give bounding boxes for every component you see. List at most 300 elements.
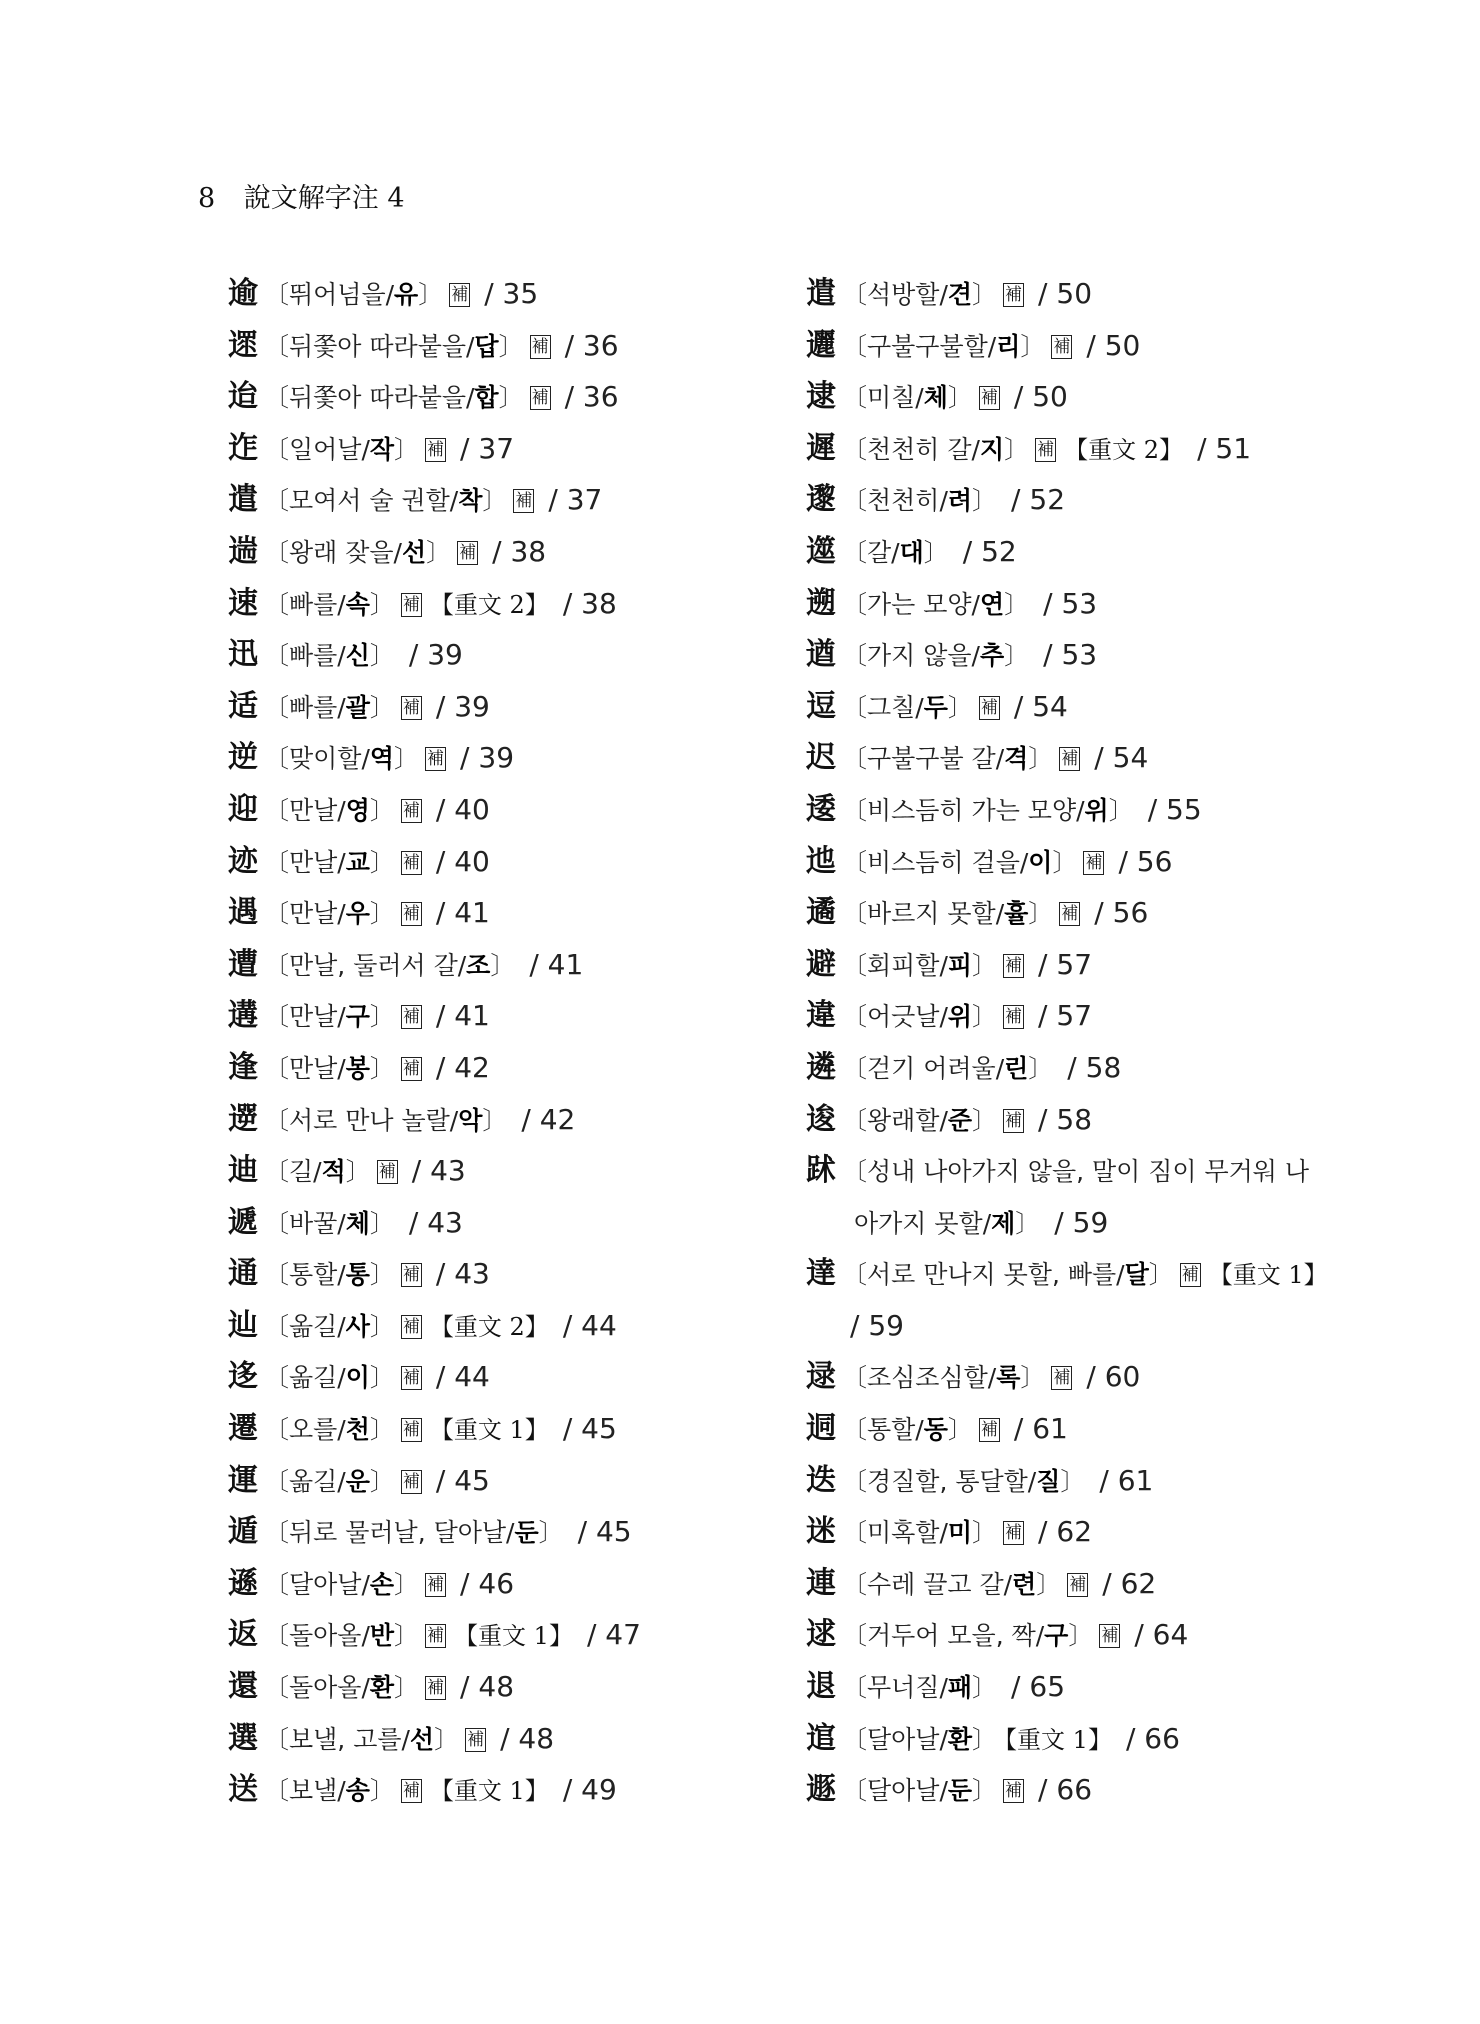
supplement-mark: 補 <box>427 1626 445 1647</box>
index-entry <box>228 629 788 681</box>
headword-character: 遷 <box>228 1411 258 1447</box>
variant-count: 【重文 2】 <box>1064 435 1184 464</box>
entry-meaning: 〔천천히/려〕 <box>842 486 998 516</box>
entry-meaning: 〔맞이할/역〕 <box>264 744 420 774</box>
supplement-mark: 補 <box>467 1729 485 1750</box>
index-entry <box>806 1300 1366 1352</box>
index-entry <box>228 578 788 630</box>
entry-meaning: 〔가지 않을/추〕 <box>842 641 1030 671</box>
entry-reading: 통 <box>345 1260 370 1290</box>
supplement-mark: 補 <box>1085 852 1103 873</box>
variant-count: 【重文 1】 <box>454 1622 573 1651</box>
entry-reading: 리 <box>996 331 1021 361</box>
entry-meaning: 〔모여서 술 권할/착〕 <box>264 486 508 516</box>
headword-character: 遄 <box>228 533 258 569</box>
page-reference: / 65 <box>1011 1670 1066 1704</box>
entry-reading: 손 <box>369 1569 395 1599</box>
headword-character: 遒 <box>806 637 836 673</box>
index-entry <box>228 268 788 320</box>
headword-character: 迭 <box>806 1462 836 1498</box>
entry-reading: 격 <box>1004 744 1029 774</box>
supplement-mark: 補 <box>980 697 998 718</box>
entry-meaning: 〔통할/통〕 <box>264 1260 395 1290</box>
entry-meaning: 〔통할/동〕 <box>842 1415 973 1445</box>
entry-meaning: 〔거두어 모을, 짝/구〕 <box>842 1621 1094 1651</box>
headword-character: 邐 <box>806 327 836 363</box>
headword-character: 逮 <box>806 379 836 415</box>
variant-count: 【重文 2】 <box>429 590 549 619</box>
page-reference: / 52 <box>962 534 1017 568</box>
page-reference: / 58 <box>1067 1050 1122 1084</box>
entry-reading: 두 <box>923 692 948 722</box>
page-reference: / 37 <box>548 483 603 517</box>
headword-character: 遜 <box>228 1565 258 1601</box>
entry-reading: 준 <box>947 1105 973 1135</box>
entry-meaning: 아가지 못할/제〕 <box>854 1208 1041 1238</box>
index-entry <box>806 1764 1366 1816</box>
entry-reading: 둔 <box>947 1776 973 1806</box>
entry-meaning: 〔옮길/운〕 <box>264 1466 395 1496</box>
page-reference: / 58 <box>1038 1102 1093 1136</box>
entry-reading: 추 <box>979 641 1005 671</box>
variant-count: 【重文 1】 <box>1005 1725 1112 1754</box>
entry-meaning: 〔비스듬히 가는 모양/위〕 <box>842 795 1134 825</box>
headword-character: 遁 <box>228 1514 258 1550</box>
variant-count: 【重文 1】 <box>429 1416 549 1445</box>
index-entry <box>228 732 788 784</box>
headword-character: 适 <box>228 688 258 724</box>
index-entry <box>806 1713 1366 1765</box>
headword-character: 遣 <box>228 482 258 518</box>
entry-reading: 위 <box>947 1002 973 1032</box>
index-entry <box>228 887 788 939</box>
entry-reading: 속 <box>345 589 370 619</box>
index-entry <box>806 629 1366 681</box>
page-reference: / 64 <box>1134 1618 1189 1652</box>
supplement-mark: 補 <box>531 336 549 357</box>
page-reference: / 53 <box>1043 638 1098 672</box>
page-reference: / 35 <box>484 277 539 310</box>
headword-character: 遹 <box>806 895 836 931</box>
headword-character: 送 <box>228 1772 258 1808</box>
variant-count: 【重文 2】 <box>429 1312 549 1341</box>
page-reference: / 48 <box>460 1670 515 1704</box>
page-reference: / 51 <box>1197 431 1252 465</box>
index-column-right <box>806 268 1366 1816</box>
entry-reading: 제 <box>991 1208 1016 1238</box>
headword-character: 連 <box>806 1565 836 1601</box>
index-entry <box>228 1713 788 1765</box>
entry-reading: 송 <box>345 1776 370 1806</box>
index-entry <box>806 681 1366 733</box>
headword-character: 逑 <box>806 1617 836 1653</box>
page-reference: / 57 <box>1038 947 1093 981</box>
page-reference: / 39 <box>435 689 490 723</box>
page-reference: / 38 <box>562 586 617 620</box>
supplement-mark: 補 <box>402 594 420 615</box>
entry-meaning: 〔왕래 잦을/선〕 <box>264 537 452 567</box>
page-reference: / 61 <box>1099 1463 1154 1497</box>
entry-meaning: 〔갈/대〕 <box>842 537 949 567</box>
page-reference: / 66 <box>1125 1721 1180 1755</box>
supplement-mark: 補 <box>402 1420 420 1441</box>
page-reference: / 44 <box>562 1308 617 1342</box>
index-entry <box>228 1197 788 1249</box>
index-entry <box>228 1609 788 1661</box>
supplement-mark: 補 <box>1005 955 1023 976</box>
entry-meaning: 〔가는 모양/연〕 <box>842 589 1030 619</box>
index-entry <box>806 990 1366 1042</box>
index-entry <box>228 681 788 733</box>
supplement-mark: 補 <box>1069 1574 1087 1595</box>
headword-character: 迪 <box>228 1153 258 1189</box>
headword-character: 避 <box>806 946 836 982</box>
headword-character: 迷 <box>806 1514 836 1550</box>
page-reference: / 54 <box>1013 689 1068 723</box>
index-entry <box>228 1558 788 1610</box>
entry-meaning: 〔무너질/패〕 <box>842 1673 998 1703</box>
entry-meaning: 〔경질할, 통달할/질〕 <box>842 1466 1086 1496</box>
entry-meaning: 〔미혹할/미〕 <box>842 1518 998 1548</box>
headword-character: 遭 <box>228 946 258 982</box>
entry-meaning: 〔왕래할/준〕 <box>842 1105 998 1135</box>
index-entry <box>806 423 1366 475</box>
index-entry <box>806 1042 1366 1094</box>
entry-meaning: 〔그칠/두〕 <box>842 692 973 722</box>
supplement-mark: 補 <box>1061 749 1079 770</box>
index-entry <box>806 1558 1366 1610</box>
entry-meaning: 〔미칠/체〕 <box>842 383 973 413</box>
supplement-mark: 補 <box>980 1420 998 1441</box>
page-reference: / 61 <box>1013 1412 1068 1446</box>
headword-character: 退 <box>806 1669 836 1705</box>
entry-reading: 작 <box>369 434 395 464</box>
entry-meaning: 〔구불구불 갈/격〕 <box>842 744 1054 774</box>
page-reference: / 41 <box>435 896 490 930</box>
index-entry <box>806 526 1366 578</box>
page-reference: / 56 <box>1094 896 1149 930</box>
headword-character: 遲 <box>806 430 836 466</box>
page-reference: / 39 <box>408 638 463 672</box>
headword-character: 遻 <box>228 1101 258 1137</box>
entry-meaning: 〔회피할/피〕 <box>842 950 998 980</box>
page-reference: / 41 <box>529 947 584 981</box>
entry-reading: 착 <box>458 486 483 516</box>
index-entry <box>806 1403 1366 1455</box>
headword-character: 遴 <box>806 1049 836 1085</box>
supplement-mark: 補 <box>402 1368 420 1389</box>
page-reference: / 39 <box>460 741 515 775</box>
entry-meaning: 〔옮길/사〕 <box>264 1311 395 1341</box>
entry-meaning: 〔달아날/환〕 <box>842 1724 998 1754</box>
supplement-mark: 補 <box>402 800 420 821</box>
supplement-mark: 補 <box>1005 1007 1023 1028</box>
headword-character: 逡 <box>806 1101 836 1137</box>
entry-reading: 선 <box>409 1724 435 1754</box>
headword-character: 迟 <box>806 740 836 776</box>
entry-meaning: 〔만날/봉〕 <box>264 1053 395 1083</box>
index-entry <box>228 1300 788 1352</box>
supplement-mark: 補 <box>1005 1523 1023 1544</box>
index-entry <box>228 1661 788 1713</box>
headword-character: 遞 <box>228 1204 258 1240</box>
headword-character: 辿 <box>228 1307 258 1343</box>
page-reference: / 36 <box>564 380 619 414</box>
entry-meaning: 〔뒤쫓아 따라붙을/합〕 <box>264 383 524 413</box>
page-reference: / 59 <box>850 1308 904 1342</box>
running-header <box>198 176 405 215</box>
headword-character: 䟣 <box>806 1153 836 1189</box>
page-reference: / 40 <box>435 844 490 878</box>
entry-reading: 답 <box>474 331 499 361</box>
entry-meaning: 〔만날/구〕 <box>264 1002 395 1032</box>
entry-reading: 천 <box>345 1415 370 1445</box>
entry-reading: 영 <box>345 795 370 825</box>
index-entry <box>228 784 788 836</box>
entry-reading: 선 <box>401 537 427 567</box>
headword-character: 通 <box>228 1256 258 1292</box>
entry-reading: 합 <box>474 383 499 413</box>
entry-reading: 환 <box>369 1673 395 1703</box>
supplement-mark: 補 <box>427 749 445 770</box>
entry-meaning: 〔빠를/신〕 <box>264 641 395 671</box>
entry-meaning: 〔돌아올/반〕 <box>264 1621 420 1651</box>
headword-character: 迆 <box>806 843 836 879</box>
supplement-mark: 補 <box>459 542 477 563</box>
headword-character: 遇 <box>228 895 258 931</box>
headword-character: 邌 <box>806 482 836 518</box>
entry-meaning: 〔옮길/이〕 <box>264 1363 395 1393</box>
page-reference: / 44 <box>435 1360 490 1394</box>
entry-reading: 질 <box>1036 1466 1061 1496</box>
index-entry <box>228 1351 788 1403</box>
entry-meaning: 〔달아날/둔〕 <box>842 1776 998 1806</box>
headword-character: 運 <box>228 1462 258 1498</box>
headword-character: 達 <box>806 1256 836 1292</box>
entry-reading: 이 <box>345 1363 370 1393</box>
entry-reading: 역 <box>369 744 395 774</box>
entry-reading: 련 <box>1012 1569 1037 1599</box>
headword-character: 遡 <box>806 585 836 621</box>
entry-meaning: 〔돌아올/환〕 <box>264 1673 420 1703</box>
entry-meaning: 〔구불구불할/리〕 <box>842 331 1046 361</box>
index-entry <box>806 1661 1366 1713</box>
index-entry <box>806 1248 1366 1300</box>
supplement-mark: 補 <box>427 1678 445 1699</box>
supplement-mark: 補 <box>515 491 533 512</box>
entry-meaning: 〔바꿀/체〕 <box>264 1208 395 1238</box>
supplement-mark: 補 <box>451 285 469 305</box>
entry-meaning: 〔수레 끌고 갈/련〕 <box>842 1569 1062 1599</box>
supplement-mark: 補 <box>402 1781 420 1802</box>
entry-meaning: 〔만날, 둘러서 갈/조〕 <box>264 950 516 980</box>
supplement-mark: 補 <box>402 1316 420 1337</box>
page-reference: / 62 <box>1102 1566 1157 1600</box>
entry-reading: 둔 <box>514 1518 539 1548</box>
entry-reading: 미 <box>947 1518 973 1548</box>
entry-reading: 지 <box>979 434 1005 464</box>
page-reference: / 57 <box>1038 999 1093 1033</box>
entry-meaning: 〔달아날/손〕 <box>264 1569 420 1599</box>
entry-meaning: 〔만날/영〕 <box>264 795 395 825</box>
entry-meaning: 〔뛰어넘을/유〕 <box>264 280 444 309</box>
index-entry <box>806 1351 1366 1403</box>
index-entry <box>228 1248 788 1300</box>
headword-character: 逗 <box>806 688 836 724</box>
page-reference: / 42 <box>435 1050 490 1084</box>
entry-reading: 구 <box>345 1002 370 1032</box>
index-entry <box>228 836 788 888</box>
entry-meaning: 〔뒤로 물러날, 달아날/둔〕 <box>264 1518 564 1548</box>
entry-meaning: 〔성내 나아가지 않을, 말이 짐이 무거워 나 <box>842 1157 1310 1187</box>
entry-reading: 괄 <box>345 692 370 722</box>
page-reference: / 38 <box>492 534 547 568</box>
supplement-mark: 補 <box>402 1058 420 1079</box>
supplement-mark: 補 <box>402 1265 420 1286</box>
entry-reading: 연 <box>979 589 1005 619</box>
entry-meaning: 〔만날/교〕 <box>264 847 395 877</box>
entry-reading: 우 <box>345 899 370 929</box>
page-reference: / 66 <box>1038 1773 1093 1807</box>
entry-reading: 려 <box>947 486 973 516</box>
headword-character: 逆 <box>228 740 258 776</box>
supplement-mark: 補 <box>1181 1265 1199 1286</box>
index-entry <box>806 939 1366 991</box>
index-entry <box>806 1197 1366 1249</box>
entry-reading: 체 <box>923 383 948 413</box>
entry-reading: 반 <box>369 1621 395 1651</box>
entry-meaning: 〔서로 만나지 못할, 빠를/달〕 <box>842 1260 1174 1290</box>
headword-character: 逯 <box>806 1359 836 1395</box>
headword-character: 迹 <box>228 843 258 879</box>
entry-meaning: 〔만날/우〕 <box>264 899 395 929</box>
headword-character: 選 <box>228 1720 258 1756</box>
entry-reading: 달 <box>1124 1260 1149 1290</box>
entry-meaning: 〔바르지 못할/휼〕 <box>842 899 1054 929</box>
page-reference: / 36 <box>564 328 619 362</box>
entry-reading: 구 <box>1044 1621 1069 1651</box>
index-entry <box>228 1145 788 1197</box>
page-reference: / 50 <box>1086 328 1141 362</box>
index-entry <box>806 887 1366 939</box>
book-title: 說文解字注 4 <box>243 183 405 214</box>
entry-meaning: 〔조심조심할/록〕 <box>842 1363 1046 1393</box>
entry-reading: 체 <box>345 1208 370 1238</box>
entry-meaning: 〔비스듬히 걸을/이〕 <box>842 847 1078 877</box>
headword-character: 違 <box>806 998 836 1034</box>
index-entry <box>228 990 788 1042</box>
index-entry <box>806 732 1366 784</box>
page-reference: / 49 <box>562 1773 617 1807</box>
supplement-mark: 補 <box>1053 1368 1071 1389</box>
supplement-mark: 補 <box>1005 1781 1023 1802</box>
index-entry <box>228 939 788 991</box>
page-reference: / 41 <box>435 999 490 1033</box>
supplement-mark: 補 <box>1005 285 1023 305</box>
index-entry <box>806 320 1366 372</box>
index-entry <box>806 371 1366 423</box>
index-entry <box>228 1403 788 1455</box>
page-reference: / 47 <box>586 1618 641 1652</box>
entry-reading: 유 <box>394 280 419 309</box>
page-reference: / 43 <box>411 1154 466 1188</box>
entry-meaning: 〔서로 만나 놀랄/악〕 <box>264 1105 508 1135</box>
entry-reading: 운 <box>345 1466 370 1496</box>
index-entry <box>806 1455 1366 1507</box>
page-reference: / 53 <box>1043 586 1098 620</box>
index-entry <box>228 423 788 475</box>
supplement-mark: 補 <box>378 1162 396 1183</box>
headword-character: 逭 <box>806 1720 836 1756</box>
entry-meaning: 〔일어날/작〕 <box>264 434 420 464</box>
supplement-mark: 補 <box>402 904 420 925</box>
supplement-mark: 補 <box>427 439 445 460</box>
index-entry <box>806 1094 1366 1146</box>
page-reference: / 52 <box>1011 483 1066 517</box>
entry-reading: 이 <box>1028 847 1053 877</box>
entry-reading: 위 <box>1084 795 1109 825</box>
entry-reading: 봉 <box>345 1053 370 1083</box>
headword-character: 遯 <box>806 1772 836 1808</box>
page-reference: / 40 <box>435 792 490 826</box>
index-entry <box>806 474 1366 526</box>
supplement-mark: 補 <box>402 697 420 718</box>
page-reference: / 55 <box>1147 792 1202 826</box>
headword-character: 遘 <box>228 998 258 1034</box>
supplement-mark: 補 <box>1037 439 1055 460</box>
index-entry <box>228 1455 788 1507</box>
headword-character: 迮 <box>228 430 258 466</box>
index-entry <box>228 1094 788 1146</box>
entry-meaning: 〔빠를/속〕 <box>264 589 395 619</box>
page-reference: / 59 <box>1054 1205 1109 1239</box>
entry-meaning: 〔어긋날/위〕 <box>842 1002 998 1032</box>
index-entry <box>806 1145 1366 1197</box>
index-entry <box>228 1506 788 1558</box>
supplement-mark: 補 <box>1005 1110 1023 1131</box>
entry-reading: 교 <box>345 847 370 877</box>
page-reference: / 50 <box>1038 277 1093 310</box>
headword-character: 逢 <box>228 1049 258 1085</box>
page-reference: / 46 <box>460 1566 515 1600</box>
page-reference: / 45 <box>562 1412 617 1446</box>
supplement-mark: 補 <box>531 388 549 409</box>
index-entry <box>806 578 1366 630</box>
page-reference: / 60 <box>1086 1360 1141 1394</box>
headword-character: 迨 <box>228 379 258 415</box>
page-number: 8 <box>198 183 216 214</box>
headword-character: 迅 <box>228 637 258 673</box>
index-entry <box>806 268 1366 320</box>
index-entry <box>228 1764 788 1816</box>
index-entry <box>228 1042 788 1094</box>
entry-meaning: 〔오를/천〕 <box>264 1415 395 1445</box>
headword-character: 遾 <box>806 533 836 569</box>
page-reference: / 45 <box>577 1515 632 1549</box>
variant-count: 【重文 1】 <box>429 1777 549 1806</box>
index-entry <box>228 526 788 578</box>
entry-reading: 견 <box>947 280 973 309</box>
entry-reading: 조 <box>466 950 491 980</box>
entry-meaning: 〔천천히 갈/지〕 <box>842 434 1030 464</box>
page-reference: / 48 <box>500 1721 555 1755</box>
supplement-mark: 補 <box>402 1007 420 1028</box>
supplement-mark: 補 <box>402 852 420 873</box>
headword-character: 遣 <box>806 276 836 311</box>
headword-character: 逾 <box>228 276 258 311</box>
page-reference: / 42 <box>521 1102 576 1136</box>
page-reference: / 43 <box>435 1257 490 1291</box>
